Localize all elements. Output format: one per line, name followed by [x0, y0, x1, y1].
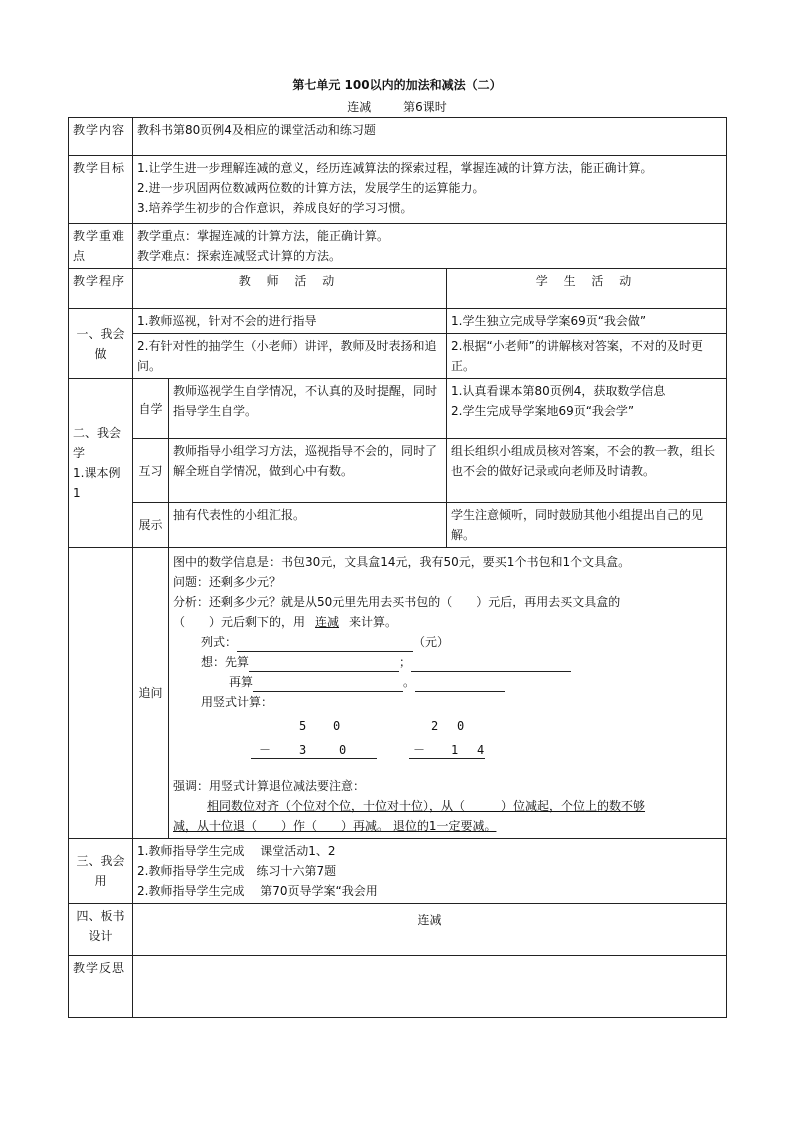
- row-s1a: [69, 309, 727, 334]
- formula-blank: [237, 637, 413, 652]
- row-procedure: [69, 269, 727, 309]
- s1-teacher: 2.有针对性的抽学生（小老师）讲评，教师及时表扬和追问。: [133, 334, 447, 379]
- content-text: 教科书第80页例4及相应的课堂活动和练习题: [133, 118, 727, 156]
- vertical-label: 用竖式计算：: [201, 695, 274, 709]
- goal-item: 3.培养学生初步的合作意识，养成良好的学习习惯。: [137, 201, 413, 215]
- calc-line: [409, 758, 485, 759]
- calc-digit: 4: [477, 743, 485, 757]
- formula-unit: （元）: [413, 635, 450, 649]
- page-subtitle: [0, 98, 794, 115]
- self-study-student: [447, 379, 727, 439]
- then-row: [173, 672, 722, 692]
- s1-student: 1.学生独立完成导学案69页“我会做”: [447, 309, 727, 334]
- label-s2-cell: [69, 379, 133, 548]
- analysis-text: （ ）元后剩下的，用: [173, 615, 306, 629]
- row-s3: [69, 839, 727, 904]
- teacher-activity-header: 教 师 活 动: [133, 269, 447, 309]
- page-title: 第七单元 100以内的加法和减法（二）: [292, 78, 502, 92]
- calc-digit: 5: [299, 719, 307, 733]
- analysis-fill: 连减: [315, 615, 340, 629]
- follow-empty: [69, 548, 133, 839]
- calc-line: [251, 758, 377, 759]
- row-self-study: [69, 379, 727, 439]
- think-sep: ；: [399, 655, 412, 669]
- emphasis-line: 减，从十位退（ ）作（ ）再减。 退位的1一定要减。: [173, 819, 497, 833]
- label-content: 教学内容: [69, 118, 133, 156]
- row-s1b: [69, 334, 727, 379]
- calc-digit: 0: [333, 719, 341, 733]
- s3-item: 2.教师指导学生完成 练习十六第7题: [137, 864, 337, 878]
- label-show: 展示: [133, 503, 169, 548]
- calc-digit: －: [413, 743, 426, 757]
- lesson-period: 第6课时: [403, 100, 447, 114]
- goal-item: 2.进一步巩固两位数减两位数的计算方法，发展学生的运算能力。: [137, 181, 485, 195]
- mutual-student: 组长组织小组成员核对答案，不会的教一教，组长也不会的做好记录或向老师及时请教。: [447, 439, 727, 503]
- goals-cell: [133, 156, 727, 224]
- self-study-item: 2.学生完成导学案地69页“我会学”: [451, 404, 635, 418]
- row-content: [69, 118, 727, 156]
- row-reflect: [69, 956, 727, 1018]
- s3-item: 1.教师指导学生完成 课堂活动1、2: [137, 844, 336, 858]
- label-board: 四、板书设计: [69, 904, 133, 956]
- key-point: 教学重点：掌握连减的计算方法，能正确计算。: [137, 229, 390, 243]
- show-student: 学生注意倾听，同时鼓励其他小组提出自己的见解。: [447, 503, 727, 548]
- follow-analysis-cont: [173, 612, 722, 632]
- formula-label: 列式：: [201, 635, 238, 649]
- follow-content: [169, 548, 727, 839]
- then-blank-2: [415, 677, 505, 692]
- think-row: [173, 652, 722, 672]
- label-s2-sub: 1.课本例1: [73, 466, 121, 500]
- then-label: 再算: [229, 675, 254, 689]
- label-key: 教学重难点: [69, 224, 133, 269]
- label-follow: 追问: [133, 548, 169, 839]
- label-s3: 三、我会用: [69, 839, 133, 904]
- label-procedure: 教学程序: [69, 269, 133, 309]
- row-board: [69, 904, 727, 956]
- think-blank-2: [411, 657, 571, 672]
- row-key: [69, 224, 727, 269]
- calc-digit: 3: [299, 743, 307, 757]
- row-follow: [69, 548, 727, 839]
- row-goals: [69, 156, 727, 224]
- label-mutual: 互习: [133, 439, 169, 503]
- self-study-teacher: 教师巡视学生自学情况，不认真的及时提醒，同时指导学生自学。: [169, 379, 447, 439]
- self-study-item: 1.认真看课本第80页例4，获取数学信息: [451, 384, 666, 398]
- emphasis-line: 相同数位对齐（个位对个位，十位对十位），从（ ）位减起，个位上的数不够: [207, 799, 646, 813]
- calc-digit: －: [259, 743, 272, 757]
- mutual-teacher: 教师指导小组学习方法，巡视指导不会的，同时了解全班自学情况，做到心中有数。: [169, 439, 447, 503]
- s1-teacher: 1.教师巡视，针对不会的进行指导: [133, 309, 447, 334]
- then-end: 。: [403, 675, 416, 689]
- then-blank: [253, 677, 403, 692]
- board-text: 连减: [133, 904, 727, 956]
- vertical-calc: [173, 714, 722, 772]
- analysis-text: 来计算。: [349, 615, 398, 629]
- s3-item: 2.教师指导学生完成 第70页导学案“我会用: [137, 884, 378, 898]
- follow-analysis: 分析：还剩多少元？就是从50元里先用去买书包的（ ）元后，再用去买文具盒的: [173, 595, 621, 609]
- calc-digit: 0: [339, 743, 347, 757]
- label-goals: 教学目标: [69, 156, 133, 224]
- row-mutual: [69, 439, 727, 503]
- label-reflect: 教学反思: [69, 956, 133, 1018]
- student-activity-header: 学 生 活 动: [447, 269, 727, 309]
- key-point: 教学难点：探索连减竖式计算的方法。: [137, 249, 342, 263]
- calc-digit: 2: [431, 719, 439, 733]
- formula-row: [173, 632, 722, 652]
- key-cell: [133, 224, 727, 269]
- label-s1: 一、我会做: [69, 309, 133, 379]
- calc-digit: 1: [451, 743, 459, 757]
- show-teacher: 抽有代表性的小组汇报。: [169, 503, 447, 548]
- label-self-study: 自学: [133, 379, 169, 439]
- lesson-plan-table: [68, 117, 727, 1018]
- s3-cell: [133, 839, 727, 904]
- reflect-cell: [133, 956, 727, 1018]
- follow-info: 图中的数学信息是：书包30元，文具盒14元，我有50元，要买1个书包和1个文具盒。: [173, 555, 631, 569]
- think-label: 想：先算: [201, 655, 250, 669]
- row-show: [69, 503, 727, 548]
- calc-digit: 0: [457, 719, 465, 733]
- s1-student: 2.根据“小老师”的讲解核对答案，不对的及时更正。: [447, 334, 727, 379]
- follow-question: 问题：还剩多少元？: [173, 575, 282, 589]
- goal-item: 1.让学生进一步理解连减的意义，经历连减算法的探索过程，掌握连减的计算方法，能正确计算。: [137, 161, 653, 175]
- think-blank: [249, 657, 399, 672]
- lesson-name: 连减: [347, 100, 372, 114]
- emphasis: 强调：用竖式计算退位减法要注意：: [173, 779, 366, 793]
- label-s2: 二、我会学: [73, 426, 122, 460]
